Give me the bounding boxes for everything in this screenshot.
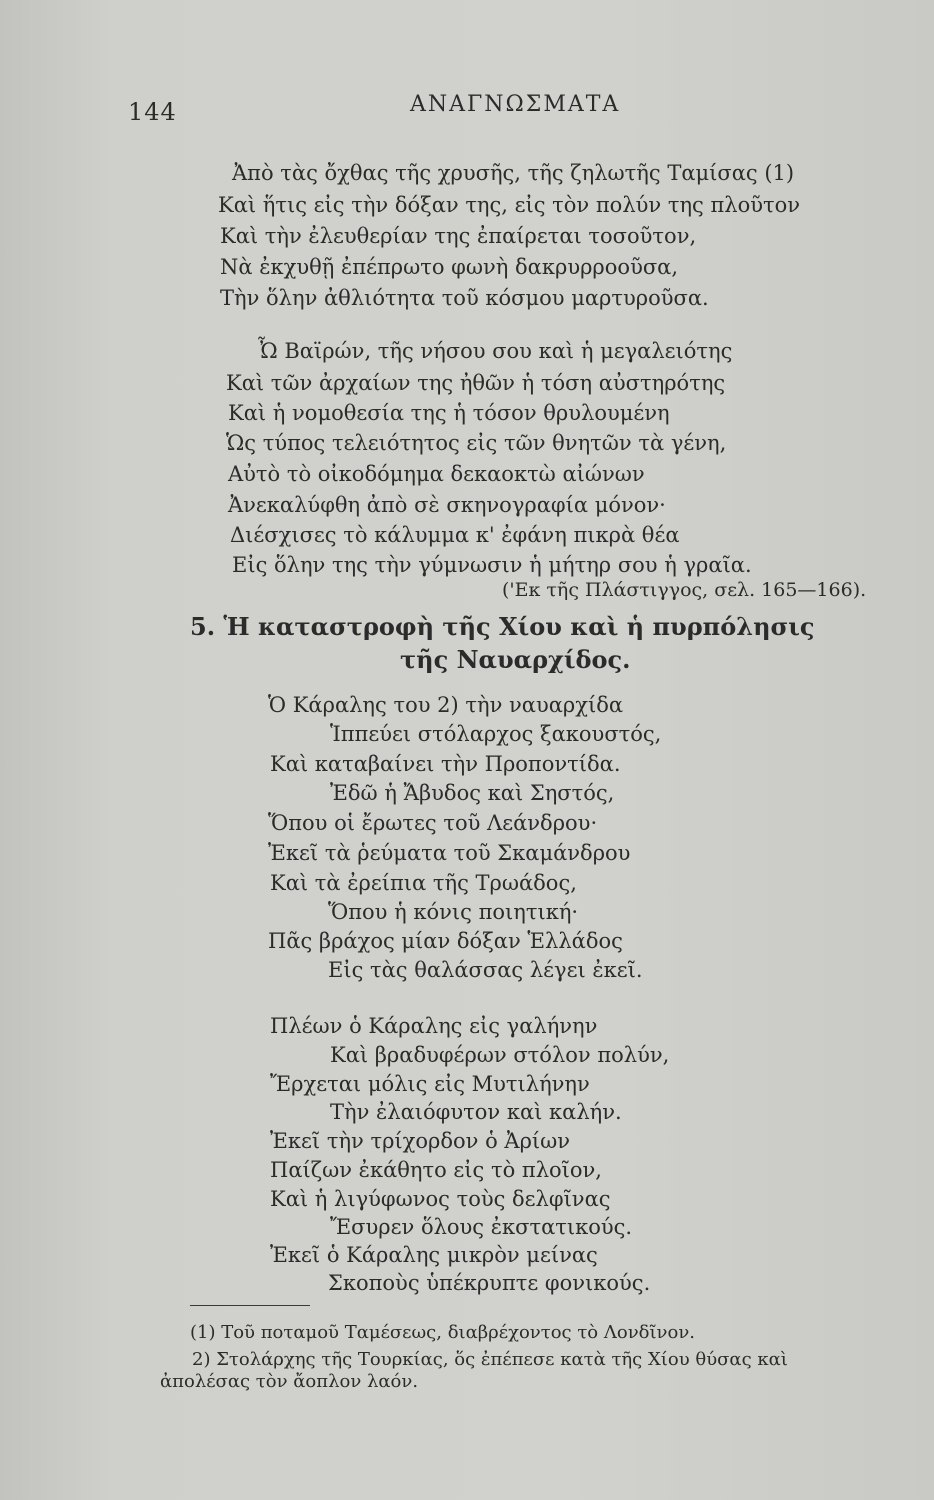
poem1-line: Καὶ τὴν ἐλευθερίαν της ἐπαίρεται τοσοῦτον, [220, 224, 697, 248]
poem1-line: Ὦ Βαϊρών, τῆς νήσου σου καὶ ἡ μεγαλειότης [258, 339, 733, 363]
poem2-line: Καὶ τὰ ἐρείπια τῆς Τρωάδος, [270, 871, 577, 895]
footnote-1: (1) Τοῦ ποταμοῦ Ταμέσεως, διαβρέχοντος τὸ Λονδῖνον. [190, 1322, 695, 1343]
poem1-line: Τὴν ὅλην ἀθλιότητα τοῦ κόσμου μαρτυροῦσα. [220, 286, 709, 310]
poem2-line: Ὅπου ἡ κόνις ποιητική· [328, 900, 579, 924]
poem2-line: Καὶ βραδυφέρων στόλον πολύν, [330, 1043, 670, 1067]
footnote-2: 2) Στολάρχης τῆς Τουρκίας, ὅς ἐπέπεσε κατὰ τῆς Χίου θύσας καὶ [192, 1349, 788, 1370]
poem2-line: Εἰς τὰς θαλάσσας λέγει ἐκεῖ. [328, 958, 643, 982]
section-heading: 5. Ἡ καταστροφὴ τῆς Χίου καὶ ἡ πυρπόλησις [190, 612, 815, 641]
page-header [0, 90, 934, 130]
poem2-line: Σκοποὺς ὑπέκρυπτε φονικούς. [328, 1271, 651, 1295]
poem2-line: Ἐκεῖ τὰ ῥεύματα τοῦ Σκαμάνδρου [268, 841, 631, 865]
poem2-line: Ὅπου οἱ ἔρωτες τοῦ Λεάνδρου· [268, 811, 598, 835]
poem1-line: Ἀνεκαλύφθη ἀπὸ σὲ σκηνογραφία μόνον· [228, 493, 666, 517]
poem1-line: Αὐτὸ τὸ οἰκοδόμημα δεκαοκτὼ αἰώνων [228, 462, 645, 486]
poem2-line: Παίζων ἐκάθητο εἰς τὸ πλοῖον, [270, 1158, 602, 1182]
poem2-line: Ἐδῶ ἡ Ἄβυδος καὶ Σηστός, [330, 781, 615, 805]
page-number: 144 [128, 98, 177, 126]
section-heading-continued: τῆς Ναυαρχίδος. [400, 645, 631, 674]
poem1-line: Καὶ ἥτις εἰς τὴν δόξαν της, εἰς τὸν πολύν της πλοῦτον [218, 193, 801, 217]
poem1-line: Καὶ τῶν ἀρχαίων της ἠθῶν ἡ τόση αὐστηρότης [226, 371, 726, 395]
source-citation: ('Εκ τῆς Πλάστιγγος, σελ. 165—166). [502, 579, 867, 601]
poem2-line: Ἔρχεται μόλις εἰς Μυτιλήνην [270, 1072, 590, 1096]
poem2-line: Ἱππεύει στόλαρχος ξακουστός, [330, 722, 662, 746]
poem2-line: Ἐκεῖ ὁ Κάραλης μικρὸν μείνας [270, 1243, 598, 1267]
poem2-line: Ἔσυρεν ὅλους ἐκστατικούς. [330, 1215, 633, 1239]
poem1-line: Καὶ ἡ νομοθεσία της ἡ τόσον θρυλουμένη [228, 401, 670, 425]
running-title: ΑΝΑΓΝΩΣΜΑΤΑ [410, 92, 621, 117]
poem1-line: Νὰ ἐκχυθῇ ἐπέπρωτο φωνὴ δακρυρροοῦσα, [220, 255, 679, 279]
poem1-line: Ὡς τύπος τελειότητος εἰς τῶν θνητῶν τὰ γένη, [226, 431, 727, 455]
poem2-line: Ἐκεῖ τὴν τρίχορδον ὁ Ἀρίων [270, 1129, 571, 1153]
poem1-line: Ἀπὸ τὰς ὄχθας τῆς χρυσῆς, τῆς ζηλωτῆς Ταμίσας (1) [232, 161, 795, 185]
footnote-divider [190, 1305, 310, 1306]
poem1-line: Διέσχισες τὸ κάλυμμα κ' ἐφάνη πικρὰ θέα [230, 523, 680, 547]
footnote-2-continued: ἀπολέσας τὸν ἄοπλον λαόν. [160, 1371, 419, 1392]
poem2-line: Πλέων ὁ Κάραλης εἰς γαλήνην [270, 1014, 598, 1038]
poem2-line: Πᾶς βράχος μίαν δόξαν Ἑλλάδος [268, 929, 623, 953]
poem1-line: Εἰς ὅλην της τὴν γύμνωσιν ἡ μήτηρ σου ἡ γραῖα. [232, 553, 752, 577]
poem2-line: Καὶ ἡ λιγύφωνος τοὺς δελφῖνας [270, 1187, 611, 1211]
poem2-line: Τὴν ἐλαιόφυτον καὶ καλήν. [330, 1100, 622, 1124]
poem2-line: Ὁ Κάραλης του 2) τὴν ναυαρχίδα [268, 693, 624, 717]
poem2-line: Καὶ καταβαίνει τὴν Προποντίδα. [270, 752, 621, 776]
